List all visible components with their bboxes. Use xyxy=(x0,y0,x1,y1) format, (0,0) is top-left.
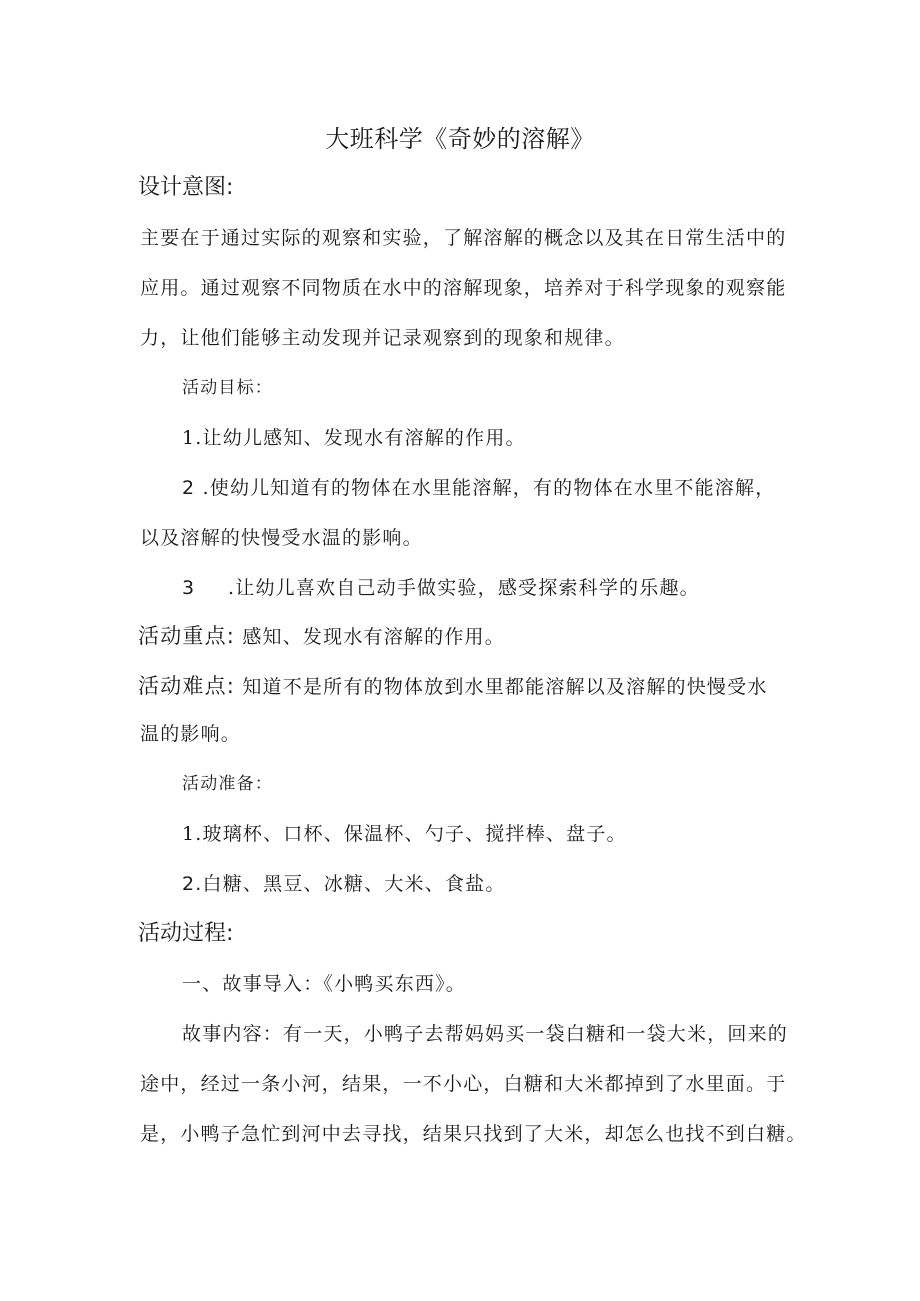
document-title: 大班科学《奇妙的溶解》 xyxy=(325,125,595,153)
design-intent-heading: 设计意图: xyxy=(138,175,234,200)
preparation-heading: 活动准备： xyxy=(182,774,273,794)
preparation-item-2 xyxy=(182,872,506,896)
process-step-1: 一、故事导入：《小鸭买东西》。 xyxy=(182,973,467,995)
goal-item-3-text: .让幼儿喜欢自己动手做实验，感受探索科学的乐趣。 xyxy=(228,577,700,599)
story-line-2: 途中，经过一条小河，结果，一不小心，白糖和大米都掉到了水里面。于 xyxy=(140,1073,787,1095)
difficulty-continued: 温的影响。 xyxy=(140,723,242,745)
preparation-item-2-number: 2. xyxy=(182,873,203,895)
goal-item-2-number: 2 xyxy=(182,477,196,499)
goal-item-3 xyxy=(182,576,700,600)
process-heading: 活动过程: xyxy=(138,921,234,946)
preparation-item-2-text: 白糖、黑豆、冰糖、大米、食盐。 xyxy=(202,873,506,895)
goal-item-1: 1.让幼儿感知、发现水有溶解的作用。 xyxy=(182,427,526,449)
design-intent-line-3: 力，让他们能够主动发现并记录观察到的现象和规律。 xyxy=(140,327,625,349)
difficulty-label: 活动难点: xyxy=(138,674,236,698)
key-point-label: 活动重点: xyxy=(138,624,236,648)
difficulty-row xyxy=(138,674,768,699)
goal-item-2-text: .使幼儿知道有的物体在水里能溶解，有的物体在水里不能溶解， xyxy=(202,477,776,499)
preparation-item-1: 1.玻璃杯、口杯、保温杯、勺子、搅拌棒、盘子。 xyxy=(182,823,627,845)
difficulty-text: 知道不是所有的物体放到水里都能溶解以及溶解的快慢受水 xyxy=(242,676,768,698)
goals-heading: 活动目标： xyxy=(182,378,273,398)
story-line-1: 故事内容：有一天，小鸭子去帮妈妈买一袋白糖和一袋大米，回来的 xyxy=(182,1023,789,1045)
design-intent-line-2: 应用。通过观察不同物质在水中的溶解现象，培养对于科学现象的观察能 xyxy=(140,277,787,299)
goal-item-2-continued: 以及溶解的快慢受水温的影响。 xyxy=(140,527,423,549)
goal-item-2 xyxy=(182,476,775,500)
story-line-3: 是，小鸭子急忙到河中去寻找，结果只找到了大米，却怎么也找不到白糖。 xyxy=(140,1123,807,1145)
key-point-row xyxy=(138,624,505,649)
design-intent-line-1: 主要在于通过实际的观察和实验，了解溶解的概念以及其在日常生活中的 xyxy=(140,227,787,249)
key-point-text: 感知、发现水有溶解的作用。 xyxy=(242,626,505,648)
goal-item-3-number: 3 xyxy=(182,577,196,599)
